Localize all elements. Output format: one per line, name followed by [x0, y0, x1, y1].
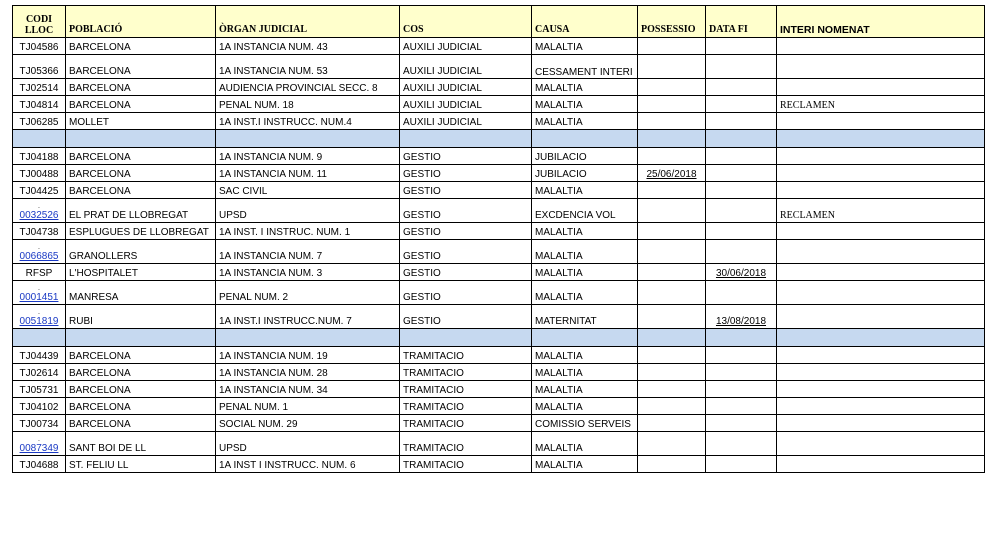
cell-cos: AUXILI JUDICIAL: [400, 79, 532, 96]
cell-codi: TJ05731: [13, 381, 66, 398]
table-row: [13, 281, 985, 305]
cell-causa: COMISSIO SERVEIS: [532, 415, 638, 432]
cell-codi: TJ04586: [13, 38, 66, 55]
cell-interi: [777, 148, 985, 165]
cell-poblacio: BARCELONA: [66, 165, 216, 182]
cell-data-fi: [706, 432, 777, 456]
cell-cos: TRAMITACIO: [400, 432, 532, 456]
cell-cos: TRAMITACIO: [400, 381, 532, 398]
cell-organ: 1A INST I INSTRUCC. NUM. 6: [216, 456, 400, 473]
cell-poblacio: BARCELONA: [66, 96, 216, 113]
header-row: [13, 6, 985, 38]
cell-codi: TJ04738: [13, 223, 66, 240]
cell-possessio: [638, 199, 706, 223]
cell-data-fi: [706, 182, 777, 199]
cell-poblacio: BARCELONA: [66, 79, 216, 96]
table-row: [13, 38, 985, 55]
table-row: [13, 55, 985, 79]
cell-data-fi: [706, 148, 777, 165]
separator-cell: [532, 329, 638, 347]
codi-link[interactable]: 0032526: [19, 210, 59, 221]
cell-causa: MALALTIA: [532, 113, 638, 130]
cell-interi: [777, 456, 985, 473]
cell-causa: EXCDENCIA VOL: [532, 199, 638, 223]
cell-codi: TJ04188: [13, 148, 66, 165]
cell-cos: GESTIO: [400, 223, 532, 240]
header-cos: COS: [400, 6, 532, 38]
cell-causa: JUBILACIO: [532, 148, 638, 165]
cell-interi: [777, 165, 985, 182]
cell-possessio: [638, 165, 706, 182]
cell-poblacio: ESPLUGUES DE LLOBREGAT: [66, 223, 216, 240]
table-row: [13, 347, 985, 364]
cell-poblacio: BARCELONA: [66, 182, 216, 199]
cell-organ: 1A INSTANCIA NUM. 11: [216, 165, 400, 182]
cell-causa: CESSAMENT INTERI: [532, 55, 638, 79]
cell-data-fi: [706, 79, 777, 96]
header-possessio: POSSESSIO: [638, 6, 706, 38]
cell-possessio: [638, 347, 706, 364]
cell-data-fi: [706, 264, 777, 281]
cell-causa: MALALTIA: [532, 347, 638, 364]
cell-data-fi: [706, 199, 777, 223]
cell-possessio: [638, 240, 706, 264]
header-poblacio: POBLACIÓ: [66, 6, 216, 38]
cell-poblacio: BARCELONA: [66, 381, 216, 398]
cell-causa: MALALTIA: [532, 456, 638, 473]
cell-codi: [13, 281, 66, 305]
cell-interi: [777, 182, 985, 199]
table-row: [13, 182, 985, 199]
table-row: [13, 165, 985, 182]
cell-cos: TRAMITACIO: [400, 347, 532, 364]
cell-data-fi: [706, 165, 777, 182]
cell-causa: MALALTIA: [532, 398, 638, 415]
cell-codi: [13, 199, 66, 223]
cell-poblacio: MOLLET: [66, 113, 216, 130]
cell-organ: 1A INSTANCIA NUM. 9: [216, 148, 400, 165]
cell-interi: [777, 415, 985, 432]
cell-organ: 1A INST. I INSTRUC. NUM. 1: [216, 223, 400, 240]
cell-organ: 1A INSTANCIA NUM. 53: [216, 55, 400, 79]
cell-codi: [13, 432, 66, 456]
cell-organ: SOCIAL NUM. 29: [216, 415, 400, 432]
cell-organ: 1A INST.I INSTRUCC. NUM.4: [216, 113, 400, 130]
cell-codi: [13, 240, 66, 264]
separator-cell: [216, 329, 400, 347]
cell-codi: RFSP: [13, 264, 66, 281]
cell-organ: PENAL NUM. 1: [216, 398, 400, 415]
cell-interi: [777, 264, 985, 281]
separator-cell: [706, 130, 777, 148]
cell-causa: MALALTIA: [532, 432, 638, 456]
cell-poblacio: EL PRAT DE LLOBREGAT: [66, 199, 216, 223]
cell-cos: GESTIO: [400, 148, 532, 165]
table-row: [13, 381, 985, 398]
cell-causa: JUBILACIO: [532, 165, 638, 182]
cell-possessio: [638, 182, 706, 199]
table-row: [13, 96, 985, 113]
cell-dot: .: [38, 203, 40, 210]
header-codi: CODI: [25, 14, 53, 25]
separator-cell: [777, 329, 985, 347]
separator-cell: [400, 130, 532, 148]
cell-possessio: [638, 55, 706, 79]
cell-data-fi: [706, 398, 777, 415]
cell-possessio: [638, 96, 706, 113]
vacancies-table: [12, 5, 985, 473]
cell-codi: TJ04439: [13, 347, 66, 364]
cell-poblacio: BARCELONA: [66, 347, 216, 364]
cell-possessio: [638, 113, 706, 130]
cell-cos: TRAMITACIO: [400, 415, 532, 432]
cell-codi: TJ04814: [13, 96, 66, 113]
cell-poblacio: RUBI: [66, 305, 216, 329]
cell-causa: MATERNITAT: [532, 305, 638, 329]
separator-cell: [13, 329, 66, 347]
cell-data-fi: [706, 305, 777, 329]
header-interi: INTERI NOMENAT: [777, 6, 985, 38]
cell-data-fi: [706, 223, 777, 240]
cell-causa: MALALTIA: [532, 223, 638, 240]
header-codi-lloc: [13, 6, 66, 38]
cell-dot: .: [38, 285, 40, 292]
cell-possessio-value: 25/06/2018: [646, 169, 697, 180]
header-data-fi: DATA FI: [706, 6, 777, 38]
cell-data-fi-value: 13/08/2018: [715, 316, 767, 327]
separator-cell: [400, 329, 532, 347]
table-row: [13, 456, 985, 473]
cell-organ: 1A INSTANCIA NUM. 28: [216, 364, 400, 381]
separator-cell: [777, 130, 985, 148]
cell-possessio: [638, 223, 706, 240]
cell-poblacio: GRANOLLERS: [66, 240, 216, 264]
cell-poblacio: BARCELONA: [66, 148, 216, 165]
cell-cos: TRAMITACIO: [400, 456, 532, 473]
cell-possessio: [638, 148, 706, 165]
separator-cell: [66, 329, 216, 347]
cell-organ: UPSD: [216, 199, 400, 223]
cell-data-fi: [706, 347, 777, 364]
cell-cos: AUXILI JUDICIAL: [400, 38, 532, 55]
cell-organ: UPSD: [216, 432, 400, 456]
cell-interi: RECLAMEN: [777, 96, 985, 113]
cell-dot: .: [38, 309, 40, 316]
table-row: [13, 148, 985, 165]
cell-poblacio: BARCELONA: [66, 398, 216, 415]
separator-cell: [638, 329, 706, 347]
cell-cos: GESTIO: [400, 199, 532, 223]
cell-data-fi: [706, 113, 777, 130]
header-lloc: LLOC: [24, 25, 54, 36]
cell-interi: [777, 113, 985, 130]
table-row: [13, 432, 985, 456]
cell-data-fi: [706, 38, 777, 55]
cell-causa: MALALTIA: [532, 96, 638, 113]
cell-causa: MALALTIA: [532, 38, 638, 55]
table-row: [13, 199, 985, 223]
cell-organ: 1A INST.I INSTRUCC.NUM. 7: [216, 305, 400, 329]
group-separator: [13, 130, 985, 148]
cell-poblacio: L'HOSPITALET: [66, 264, 216, 281]
codi-link[interactable]: 0066865: [19, 251, 59, 262]
table-row: [13, 415, 985, 432]
table-row: [13, 113, 985, 130]
cell-poblacio: BARCELONA: [66, 55, 216, 79]
cell-cos: GESTIO: [400, 305, 532, 329]
cell-organ: SAC CIVIL: [216, 182, 400, 199]
cell-data-fi: [706, 55, 777, 79]
cell-codi: TJ06285: [13, 113, 66, 130]
group-separator: [13, 329, 985, 347]
cell-possessio: [638, 38, 706, 55]
table-row: [13, 264, 985, 281]
cell-data-fi: [706, 240, 777, 264]
cell-possessio: [638, 398, 706, 415]
header-organ: ÒRGAN JUDICIAL: [216, 6, 400, 38]
cell-cos: TRAMITACIO: [400, 364, 532, 381]
cell-data-fi: [706, 415, 777, 432]
cell-organ: 1A INSTANCIA NUM. 19: [216, 347, 400, 364]
cell-interi: [777, 398, 985, 415]
table-row: [13, 305, 985, 329]
cell-data-fi: [706, 281, 777, 305]
cell-organ: 1A INSTANCIA NUM. 43: [216, 38, 400, 55]
cell-cos: GESTIO: [400, 240, 532, 264]
header-causa: CAUSA: [532, 6, 638, 38]
cell-causa: MALALTIA: [532, 281, 638, 305]
cell-cos: AUXILI JUDICIAL: [400, 55, 532, 79]
cell-data-fi-value: 30/06/2018: [715, 268, 767, 279]
cell-possessio: [638, 456, 706, 473]
codi-link[interactable]: 0087349: [19, 443, 59, 454]
separator-cell: [706, 329, 777, 347]
table-row: [13, 398, 985, 415]
separator-cell: [66, 130, 216, 148]
table-row: [13, 223, 985, 240]
cell-possessio: [638, 305, 706, 329]
cell-cos: GESTIO: [400, 182, 532, 199]
separator-cell: [216, 130, 400, 148]
cell-causa: MALALTIA: [532, 182, 638, 199]
cell-interi: [777, 381, 985, 398]
table-row: [13, 240, 985, 264]
cell-data-fi: [706, 364, 777, 381]
cell-organ: PENAL NUM. 2: [216, 281, 400, 305]
cell-codi: TJ00734: [13, 415, 66, 432]
cell-organ: 1A INSTANCIA NUM. 7: [216, 240, 400, 264]
cell-dot: .: [38, 244, 40, 251]
cell-possessio: [638, 381, 706, 398]
cell-codi: TJ00488: [13, 165, 66, 182]
cell-codi: TJ02614: [13, 364, 66, 381]
cell-possessio: [638, 264, 706, 281]
table-body: [13, 38, 985, 473]
codi-link[interactable]: 0001451: [19, 292, 59, 303]
cell-codi: TJ02514: [13, 79, 66, 96]
cell-interi: [777, 305, 985, 329]
cell-codi: TJ04425: [13, 182, 66, 199]
cell-poblacio: BARCELONA: [66, 38, 216, 55]
cell-organ: PENAL NUM. 18: [216, 96, 400, 113]
cell-organ: 1A INSTANCIA NUM. 3: [216, 264, 400, 281]
cell-data-fi: [706, 456, 777, 473]
cell-poblacio: ST. FELIU LL: [66, 456, 216, 473]
cell-interi: [777, 432, 985, 456]
cell-interi: [777, 281, 985, 305]
cell-interi: RECLAMEN: [777, 199, 985, 223]
cell-causa: MALALTIA: [532, 79, 638, 96]
separator-cell: [532, 130, 638, 148]
cell-codi: TJ05366: [13, 55, 66, 79]
codi-link[interactable]: 0051819: [19, 316, 59, 327]
separator-cell: [13, 130, 66, 148]
cell-possessio: [638, 364, 706, 381]
cell-cos: GESTIO: [400, 165, 532, 182]
cell-cos: GESTIO: [400, 264, 532, 281]
cell-possessio: [638, 432, 706, 456]
cell-possessio: [638, 79, 706, 96]
cell-cos: GESTIO: [400, 281, 532, 305]
cell-poblacio: BARCELONA: [66, 415, 216, 432]
cell-interi: [777, 364, 985, 381]
cell-poblacio: BARCELONA: [66, 364, 216, 381]
cell-possessio: [638, 415, 706, 432]
cell-data-fi: [706, 96, 777, 113]
cell-dot: .: [38, 436, 40, 443]
cell-cos: AUXILI JUDICIAL: [400, 113, 532, 130]
cell-interi: [777, 240, 985, 264]
cell-data-fi: [706, 381, 777, 398]
cell-poblacio: SANT BOI DE LL: [66, 432, 216, 456]
cell-cos: AUXILI JUDICIAL: [400, 96, 532, 113]
cell-poblacio: MANRESA: [66, 281, 216, 305]
cell-codi: [13, 305, 66, 329]
cell-interi: [777, 55, 985, 79]
cell-interi: [777, 223, 985, 240]
table-row: [13, 79, 985, 96]
cell-causa: MALALTIA: [532, 381, 638, 398]
cell-interi: [777, 347, 985, 364]
cell-causa: MALALTIA: [532, 264, 638, 281]
cell-interi: [777, 79, 985, 96]
cell-possessio: [638, 281, 706, 305]
cell-cos: TRAMITACIO: [400, 398, 532, 415]
cell-interi: [777, 38, 985, 55]
cell-codi: TJ04102: [13, 398, 66, 415]
cell-causa: MALALTIA: [532, 364, 638, 381]
cell-organ: AUDIENCIA PROVINCIAL SECC. 8: [216, 79, 400, 96]
cell-codi: TJ04688: [13, 456, 66, 473]
table-row: [13, 364, 985, 381]
cell-causa: MALALTIA: [532, 240, 638, 264]
separator-cell: [638, 130, 706, 148]
cell-organ: 1A INSTANCIA NUM. 34: [216, 381, 400, 398]
